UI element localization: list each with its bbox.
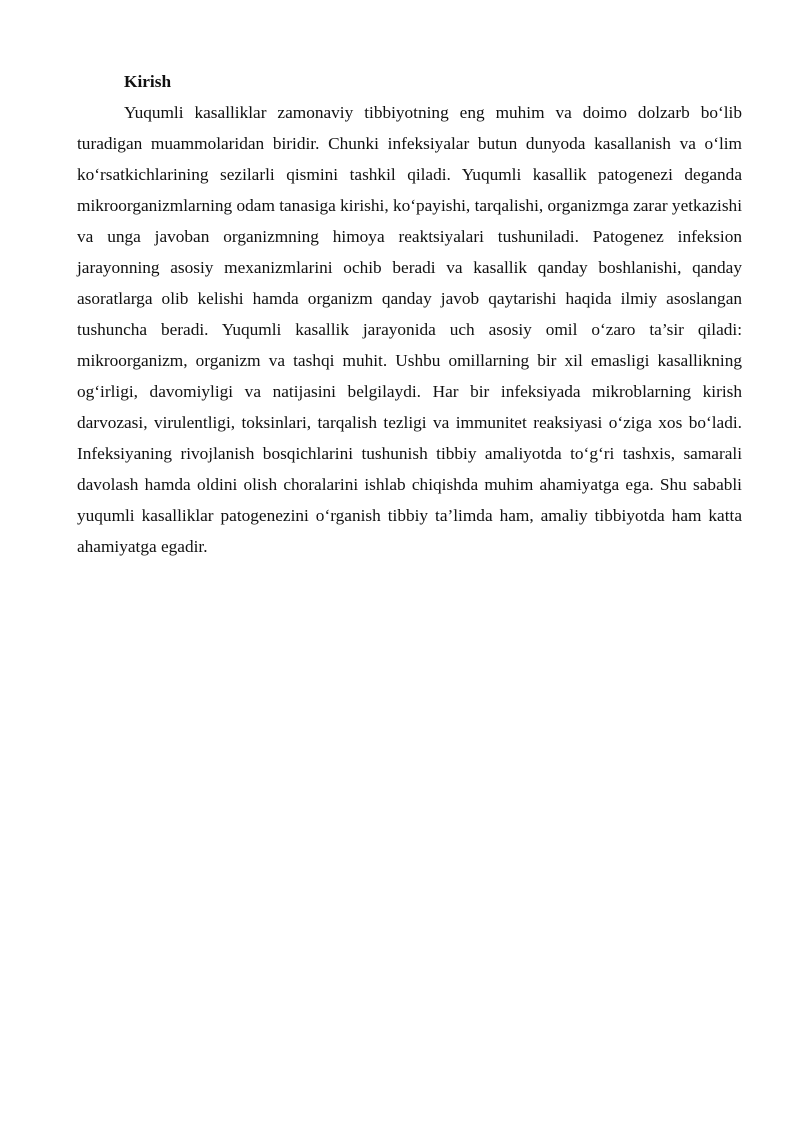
document-body	[77, 66, 742, 562]
section-heading: Kirish	[124, 72, 172, 91]
body-paragraph: Yuqumli kasalliklar zamonaviy tibbiyotning eng muhim va doimo dolzarb bo‘lib turadigan muammolaridan biridir. Chunki infeksiyalar butun dunyoda kasallanish va o‘lim ko‘rsatkichlarining sezilarli qismini tashkil qiladi. Yuqumli kasallik patogenezi deganda mikroorganizmlarning odam tanasiga kirishi, ko‘payishi, tarqalishi, organizmga zarar yetkazishi va unga javoban organizmning himoya reaktsiyalari tushuniladi. Patogenez infeksion jarayonning asosiy mexanizmlarini ochib beradi va kasallik qanday boshlanishi, qanday asoratlarga olib kelishi hamda organizm qanday javob qaytarishi haqida ilmiy asoslangan tushuncha beradi. Yuqumli kasallik jarayonida uch asosiy omil o‘zaro ta’sir qiladi: mikroorganizm, organizm va tashqi muhit. Ushbu omillarning bir xil emasligi kasallikning og‘irligi, davomiyligi va natijasini belgilaydi. Har bir infeksiyada mikroblarning kirish darvozasi, virulentligi, toksinlari, tarqalish tezligi va immunitet reaksiyasi o‘ziga xos bo‘ladi. Infeksiyaning rivojlanish bosqichlarini tushunish tibbiy amaliyotda to‘g‘ri tashxis, samarali davolash hamda oldini olish choralarini ishlab chiqishda muhim ahamiyatga ega. Shu sababli yuqumli kasalliklar patogenezini o‘rganish tibbiy ta’limda ham, amaliy tibbiyotda ham katta ahamiyatga egadir.	[77, 103, 742, 556]
